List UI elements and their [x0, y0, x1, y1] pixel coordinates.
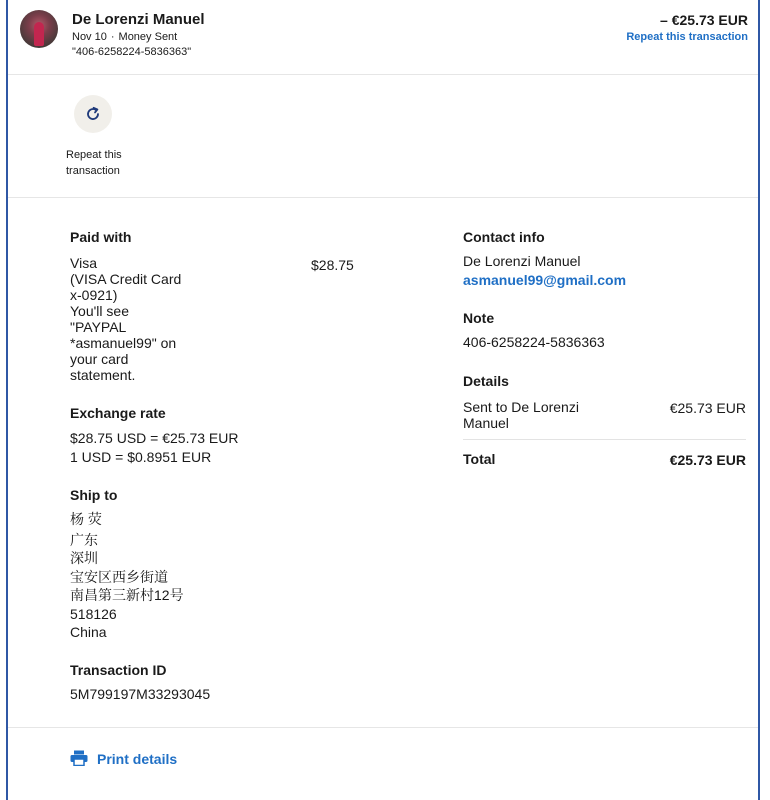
transaction-type: Money Sent [118, 31, 178, 43]
printer-icon[interactable] [70, 750, 88, 766]
refresh-icon [85, 106, 101, 122]
repeat-transaction-label [66, 147, 146, 179]
details-sent-to-line: Sent to De Lorenzi [463, 399, 579, 415]
ship-to-name: 杨 荧 [70, 511, 102, 527]
transaction-date: Nov 10 [72, 31, 107, 43]
paid-with-line: You'll see [70, 303, 129, 319]
quick-actions [8, 75, 758, 198]
paid-with-line: x-0921) [70, 287, 118, 303]
total-label: Total [463, 451, 496, 467]
repeat-label-line: Repeat this [66, 149, 122, 161]
details-sent-to-line: Manuel [463, 415, 509, 431]
ship-to-city: 深圳 [70, 550, 98, 566]
repeat-transaction-link[interactable]: Repeat this transaction [626, 31, 748, 43]
paid-with-line: your card [70, 351, 129, 367]
paid-with-line: (VISA Credit Card [70, 271, 182, 287]
transaction-subtitle [72, 31, 177, 43]
details-sent-to [463, 399, 603, 431]
details-divider [463, 439, 746, 440]
ship-to-postcode: 518126 [70, 606, 117, 622]
exchange-rate-heading: Exchange rate [70, 405, 166, 421]
exchange-rate-unit: 1 USD = $0.8951 EUR [70, 449, 212, 465]
contact-email-link[interactable]: asmanuel99@gmail.com [463, 272, 627, 288]
contact-name: De Lorenzi Manuel [463, 253, 581, 269]
transaction-reference: "406-6258224-5836363" [72, 46, 192, 58]
print-details-link[interactable]: Print details [97, 751, 178, 767]
details-heading: Details [463, 373, 509, 389]
footer-divider [8, 727, 758, 728]
repeat-label-line: transaction [66, 165, 120, 177]
paid-with-line: *asmanuel99" on [70, 335, 177, 351]
transaction-amount: – €25.73 EUR [660, 12, 748, 28]
contact-info-heading: Contact info [463, 229, 545, 245]
avatar [20, 10, 58, 48]
recipient-name: De Lorenzi Manuel [72, 11, 205, 28]
total-amount: €25.73 EUR [669, 452, 746, 468]
details-sent-amount: €25.73 EUR [669, 400, 746, 416]
transaction-details-panel [6, 0, 760, 800]
paid-with-heading: Paid with [70, 229, 132, 245]
exchange-rate-conversion: $28.75 USD = €25.73 EUR [70, 430, 239, 446]
paid-with-description [70, 255, 195, 383]
transaction-header [8, 0, 758, 75]
paid-with-amount: $28.75 [311, 257, 354, 273]
paid-with-line: "PAYPAL [70, 319, 127, 335]
paid-with-line: Visa [70, 255, 97, 271]
ship-to-country: China [70, 624, 107, 640]
transaction-id-value: 5M799197M33293045 [70, 686, 211, 702]
ship-to-province: 广东 [70, 532, 98, 548]
paid-with-line: statement. [70, 367, 136, 383]
ship-to-heading: Ship to [70, 487, 118, 503]
ship-to-street: 南昌第三新村12号 [70, 587, 184, 603]
transaction-id-heading: Transaction ID [70, 662, 167, 678]
repeat-transaction-button[interactable] [74, 95, 112, 133]
note-heading: Note [463, 310, 495, 326]
note-value: 406-6258224-5836363 [463, 334, 605, 350]
separator-dot: · [110, 31, 115, 43]
ship-to-district: 宝安区西乡街道 [70, 569, 168, 585]
